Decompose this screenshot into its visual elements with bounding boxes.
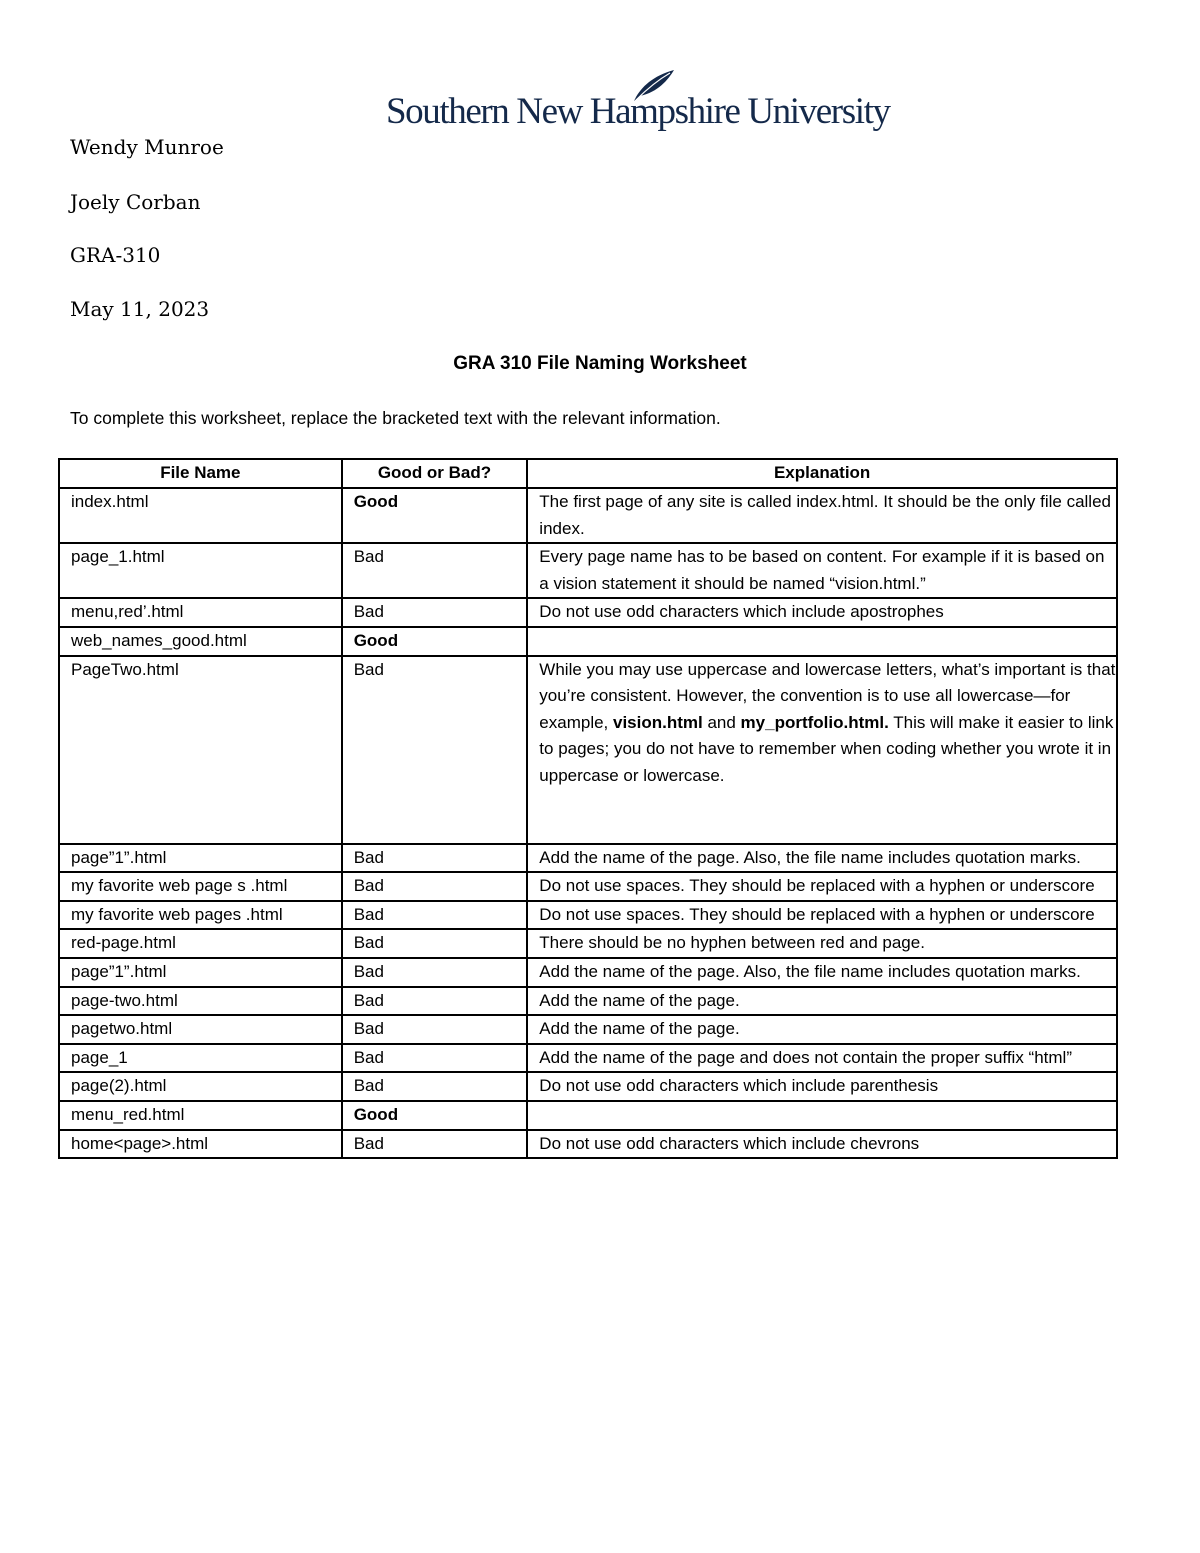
- file-name-cell: index.html: [59, 488, 342, 543]
- table-row: [59, 1015, 1117, 1044]
- header-file-name: File Name: [59, 459, 342, 488]
- header-good-or-bad: Good or Bad?: [342, 459, 528, 488]
- status-cell: Good: [342, 488, 528, 543]
- explanation-cell: Add the name of the page.: [527, 1015, 1117, 1044]
- table-row: [59, 844, 1117, 873]
- table-row: [59, 656, 1117, 844]
- table-row: [59, 488, 1117, 543]
- table-row: [59, 872, 1117, 901]
- university-logo: [386, 68, 890, 140]
- file-name-cell: PageTwo.html: [59, 656, 342, 844]
- table-row: [59, 1130, 1117, 1159]
- file-name-cell: red-page.html: [59, 929, 342, 958]
- explanation-cell: Do not use odd characters which include apostrophes: [527, 598, 1117, 627]
- status-cell: Bad: [342, 901, 528, 930]
- table-row: [59, 1101, 1117, 1130]
- submission-date: May 11, 2023: [70, 297, 210, 321]
- explanation-cell: Add the name of the page.: [527, 987, 1117, 1016]
- file-name-cell: web_names_good.html: [59, 627, 342, 656]
- explanation-cell: [527, 1101, 1117, 1130]
- file-naming-table: [58, 458, 1118, 1159]
- explanation-text: While you may use uppercase and lowercase letters, what’s important is that you’re consistent. However, the convention is to use all lowercase—for example,: [539, 659, 1116, 732]
- logo-wordmark: Southern New Hampshire University: [386, 91, 890, 132]
- explanation-text: and: [702, 712, 741, 732]
- status-cell: Bad: [342, 844, 528, 873]
- table-row: [59, 543, 1117, 598]
- instructions-text: To complete this worksheet, replace the bracketed text with the relevant information.: [70, 408, 721, 428]
- status-cell: Bad: [342, 958, 528, 987]
- course-code: GRA-310: [70, 243, 161, 267]
- table-row: [59, 929, 1117, 958]
- table-row: [59, 987, 1117, 1016]
- explanation-cell: [527, 656, 1117, 844]
- table-row: [59, 627, 1117, 656]
- status-cell: Bad: [342, 1130, 528, 1159]
- example-filename: vision.html: [613, 712, 703, 732]
- file-name-cell: page_1.html: [59, 543, 342, 598]
- example-filename: my_portfolio.html.: [740, 712, 889, 732]
- status-cell: Bad: [342, 1072, 528, 1101]
- file-name-cell: menu,red’.html: [59, 598, 342, 627]
- explanation-text: This will make it easier to link to pages; you do not have to remember when coding whether you wrote it in uppercase or lowercase.: [539, 712, 1114, 785]
- status-cell: Bad: [342, 598, 528, 627]
- explanation-cell: Do not use odd characters which include parenthesis: [527, 1072, 1117, 1101]
- explanation-cell: Do not use spaces. They should be replaced with a hyphen or underscore: [527, 901, 1117, 930]
- file-name-cell: page-two.html: [59, 987, 342, 1016]
- file-name-cell: page”1”.html: [59, 958, 342, 987]
- status-cell: Bad: [342, 656, 528, 844]
- file-name-cell: page(2).html: [59, 1072, 342, 1101]
- file-name-cell: home<page>.html: [59, 1130, 342, 1159]
- table-row: [59, 598, 1117, 627]
- file-name-cell: my favorite web page s .html: [59, 872, 342, 901]
- table-row: [59, 901, 1117, 930]
- status-cell: Bad: [342, 987, 528, 1016]
- explanation-cell: There should be no hyphen between red and page.: [527, 929, 1117, 958]
- explanation-cell: Do not use spaces. They should be replaced with a hyphen or underscore: [527, 872, 1117, 901]
- file-name-cell: page”1”.html: [59, 844, 342, 873]
- explanation-cell: Add the name of the page. Also, the file name includes quotation marks.: [527, 844, 1117, 873]
- explanation-cell: Do not use odd characters which include chevrons: [527, 1130, 1117, 1159]
- page-title: GRA 310 File Naming Worksheet: [453, 353, 747, 374]
- explanation-cell: Add the name of the page. Also, the file name includes quotation marks.: [527, 958, 1117, 987]
- table-header-row: [59, 459, 1117, 488]
- student-name: Wendy Munroe: [70, 135, 224, 159]
- explanation-cell: Every page name has to be based on content. For example if it is based on a vision statement it should be named “vision.html.”: [527, 543, 1117, 598]
- explanation-cell: Add the name of the page and does not contain the proper suffix “html”: [527, 1044, 1117, 1073]
- status-cell: Bad: [342, 543, 528, 598]
- explanation-cell: [527, 627, 1117, 656]
- header-explanation: Explanation: [527, 459, 1117, 488]
- table-row: [59, 1072, 1117, 1101]
- status-cell: Bad: [342, 929, 528, 958]
- status-cell: Good: [342, 1101, 528, 1130]
- status-cell: Bad: [342, 1015, 528, 1044]
- file-name-cell: page_1: [59, 1044, 342, 1073]
- file-name-cell: pagetwo.html: [59, 1015, 342, 1044]
- status-cell: Good: [342, 627, 528, 656]
- table-row: [59, 958, 1117, 987]
- instructor-name: Joely Corban: [70, 190, 201, 214]
- table-row: [59, 1044, 1117, 1073]
- file-name-cell: my favorite web pages .html: [59, 901, 342, 930]
- status-cell: Bad: [342, 1044, 528, 1073]
- status-cell: Bad: [342, 872, 528, 901]
- file-name-cell: menu_red.html: [59, 1101, 342, 1130]
- explanation-cell: The first page of any site is called index.html. It should be the only file called index.: [527, 488, 1117, 543]
